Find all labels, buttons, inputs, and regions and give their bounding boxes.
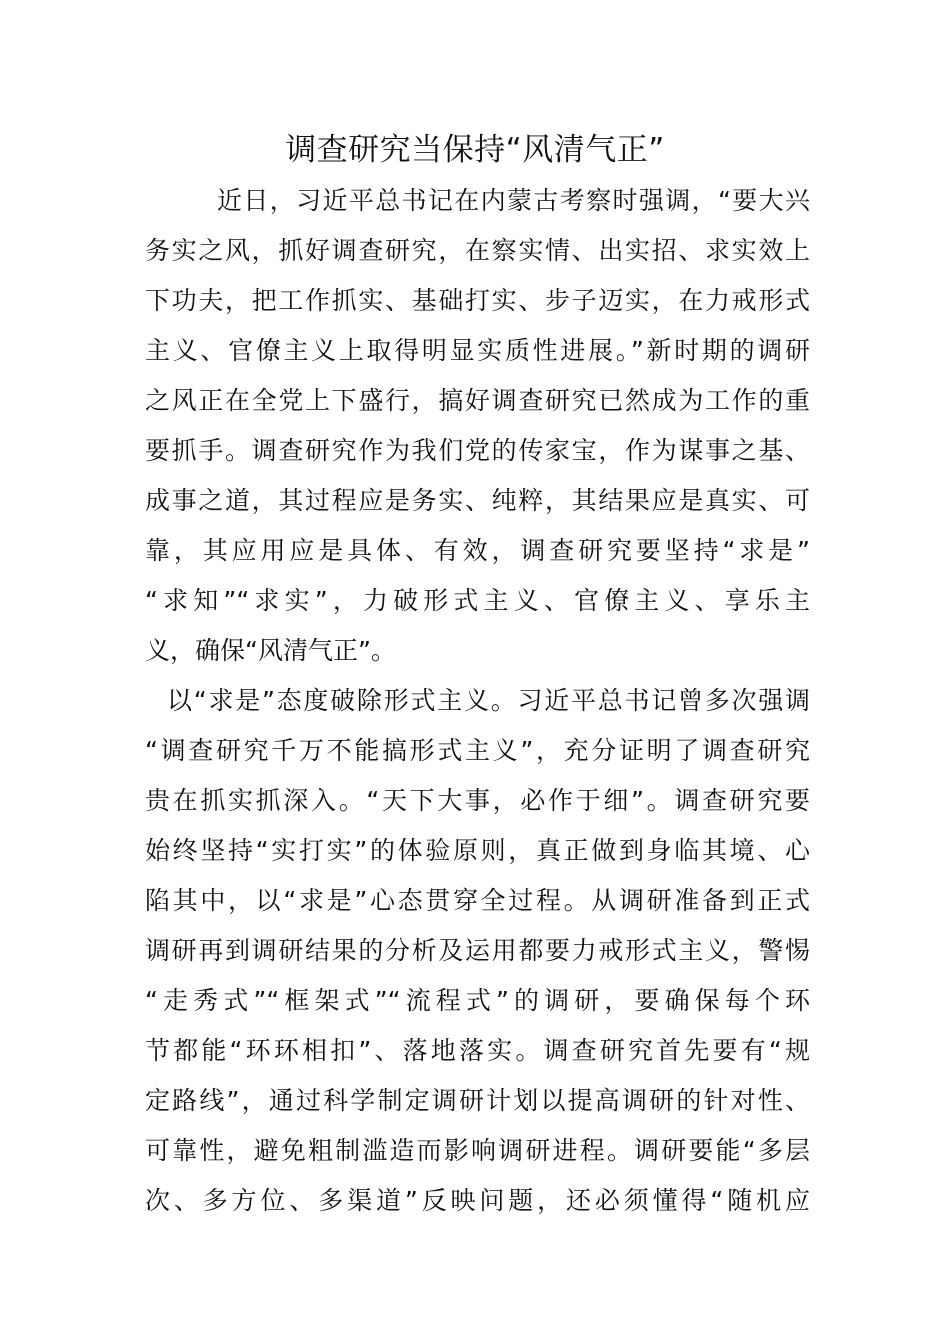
- paragraph-1: [145, 176, 810, 676]
- text-line: 次、多方位、多渠道”反映问题，还必须懂得“随机应: [145, 1186, 810, 1215]
- text-line: 义，确保“风清气正”。: [145, 636, 396, 665]
- text-line: 定路线”，通过科学制定调研计划以提高调研的针对性、: [145, 1086, 810, 1115]
- text-line: 务实之风，抓好调查研究，在察实情、出实招、求实效上: [145, 236, 810, 265]
- text-line: 之风正在全党上下盛行，搞好调查研究已然成为工作的重: [145, 386, 810, 415]
- text-line: 成事之道，其过程应是务实、纯粹，其结果应是真实、可: [145, 486, 810, 515]
- paragraph-2: [145, 676, 810, 1226]
- text-line: 节都能“环环相扣”、落地落实。调查研究首先要有“规: [145, 1036, 810, 1065]
- text-line: 陷其中，以“求是”心态贯穿全过程。从调研准备到正式: [145, 886, 810, 915]
- document-body: [145, 176, 810, 1226]
- text-line: 调研再到调研结果的分析及运用都要力戒形式主义，警惕: [145, 936, 810, 965]
- text-line: “走秀式”“框架式”“流程式”的调研，要确保每个环: [145, 986, 810, 1015]
- text-line: 贵在抓实抓深入。“天下大事，必作于细”。调查研究要: [145, 786, 810, 815]
- document-title: 调查研究当保持“风清气正”: [285, 132, 665, 168]
- text-line: 始终坚持“实打实”的体验原则，真正做到身临其境、心: [145, 836, 810, 865]
- text-line: 下功夫，把工作抓实、基础打实、步子迈实，在力戒形式: [145, 286, 810, 315]
- text-line: “求知”“求实”，力破形式主义、官僚主义、享乐主: [145, 586, 810, 615]
- text-line: 可靠性，避免粗制滥造而影响调研进程。调研要能“多层: [145, 1136, 810, 1165]
- text-line: 主义、官僚主义上取得明显实质性进展。”新时期的调研: [145, 336, 810, 365]
- text-line: 以“求是”态度破除形式主义。习近平总书记曾多次强调: [167, 686, 810, 715]
- text-line: 要抓手。调查研究作为我们党的传家宝，作为谋事之基、: [145, 436, 810, 465]
- text-line: “调查研究千万不能搞形式主义”，充分证明了调查研究: [145, 736, 810, 765]
- text-line: 靠，其应用应是具体、有效，调查研究要坚持“求是”: [145, 536, 810, 565]
- text-line: 近日，习近平总书记在内蒙古考察时强调，“要大兴: [217, 186, 810, 215]
